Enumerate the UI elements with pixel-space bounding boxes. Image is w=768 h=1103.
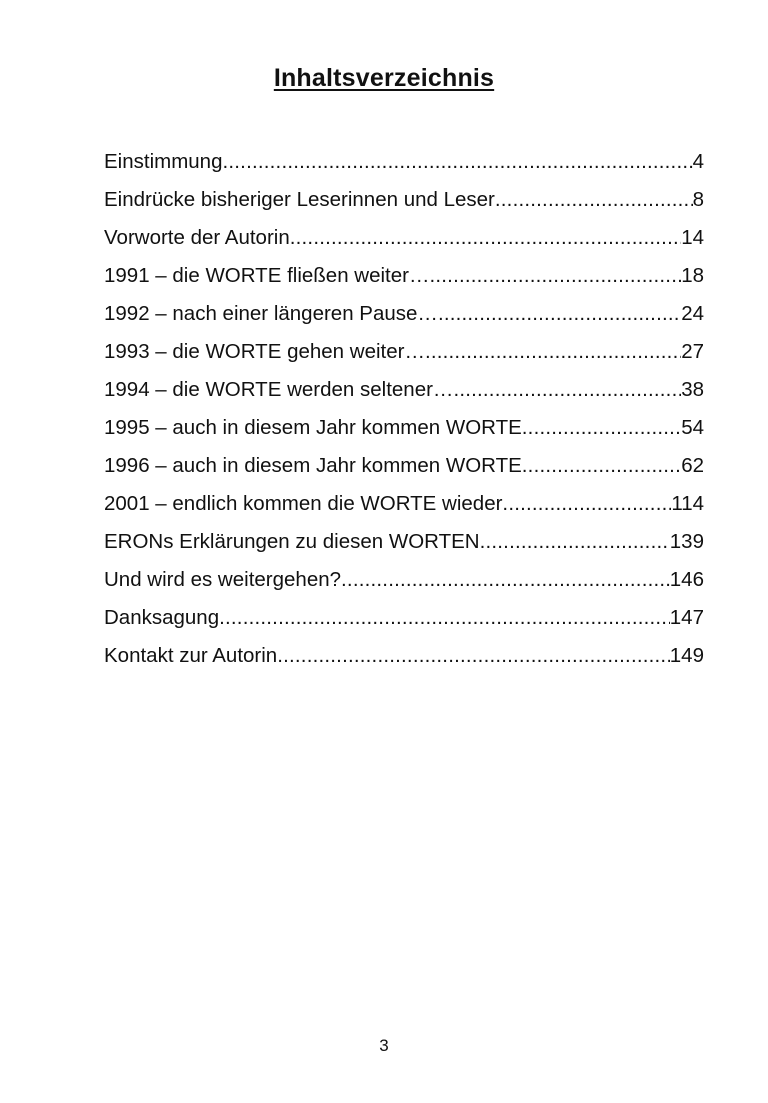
toc-dot-leader: [502, 485, 671, 523]
toc-entry-title: 1991 – die WORTE fließen weiter…: [104, 264, 430, 287]
toc-entry-page: 27: [681, 340, 704, 363]
toc-dot-leader: [341, 561, 670, 599]
toc-dot-leader: [522, 409, 681, 447]
toc-entry: [104, 409, 704, 447]
toc-entry-page: 146: [669, 568, 704, 591]
toc-entry-page: 38: [681, 378, 704, 401]
toc-entry-title: Einstimmung: [104, 150, 223, 173]
toc-entry: [104, 447, 704, 485]
toc-entry: [104, 257, 704, 295]
toc-dot-leader: [425, 333, 681, 371]
toc-entry-page: 54: [681, 416, 704, 439]
toc-entry: [104, 371, 704, 409]
toc-entry: [104, 181, 704, 219]
toc-dot-leader: [290, 219, 681, 257]
toc-entry-title: Eindrücke bisheriger Leserinnen und Leser: [104, 188, 495, 211]
toc-entry-page: 139: [669, 530, 704, 553]
toc-dot-leader: [277, 637, 670, 675]
toc-entry-title: Vorworte der Autorin: [104, 226, 290, 249]
toc-dot-leader: [219, 599, 670, 637]
toc-entry: [104, 485, 704, 523]
toc-entry: [104, 637, 704, 675]
toc-entry: [104, 599, 704, 637]
toc-entry-title: 1994 – die WORTE werden seltener…: [104, 378, 454, 401]
toc-dot-leader: [438, 295, 681, 333]
toc-entry: [104, 143, 704, 181]
table-of-contents: [104, 143, 704, 675]
toc-entry-title: 1993 – die WORTE gehen weiter…: [104, 340, 425, 363]
toc-entry-title: Und wird es weitergehen?: [104, 568, 342, 591]
toc-entry: [104, 333, 704, 371]
toc-entry-title: 2001 – endlich kommen die WORTE wieder: [104, 492, 503, 515]
toc-entry-page: 24: [681, 302, 704, 325]
toc-entry-title: Kontakt zur Autorin: [104, 644, 278, 667]
page-number: 3: [379, 1036, 389, 1055]
toc-dot-leader: [223, 143, 693, 181]
toc-entry-page: 4: [692, 150, 704, 173]
toc-entry-title: 1992 – nach einer längeren Pause…: [104, 302, 438, 325]
toc-entry-page: 14: [681, 226, 704, 249]
toc-entry-title: ERONs Erklärungen zu diesen WORTEN: [104, 530, 480, 553]
toc-dot-leader: [429, 257, 681, 295]
toc-entry: [104, 523, 704, 561]
toc-dot-leader: [480, 523, 670, 561]
page-title: Inhaltsverzeichnis: [273, 64, 495, 92]
toc-entry-page: 114: [671, 492, 704, 515]
toc-entry-page: 149: [669, 644, 704, 667]
toc-entry: [104, 295, 704, 333]
toc-entry-page: 8: [692, 188, 704, 211]
toc-entry: [104, 561, 704, 599]
toc-entry-title: 1996 – auch in diesem Jahr kommen WORTE: [104, 454, 522, 477]
toc-entry-page: 147: [669, 606, 704, 629]
toc-dot-leader: [522, 447, 681, 485]
toc-entry: [104, 219, 704, 257]
toc-entry-title: 1995 – auch in diesem Jahr kommen WORTE: [104, 416, 522, 439]
toc-entry-title: Danksagung: [104, 606, 220, 629]
toc-entry-page: 62: [681, 454, 704, 477]
toc-dot-leader: [495, 181, 693, 219]
toc-entry-page: 18: [681, 264, 704, 287]
toc-dot-leader: [453, 371, 681, 409]
